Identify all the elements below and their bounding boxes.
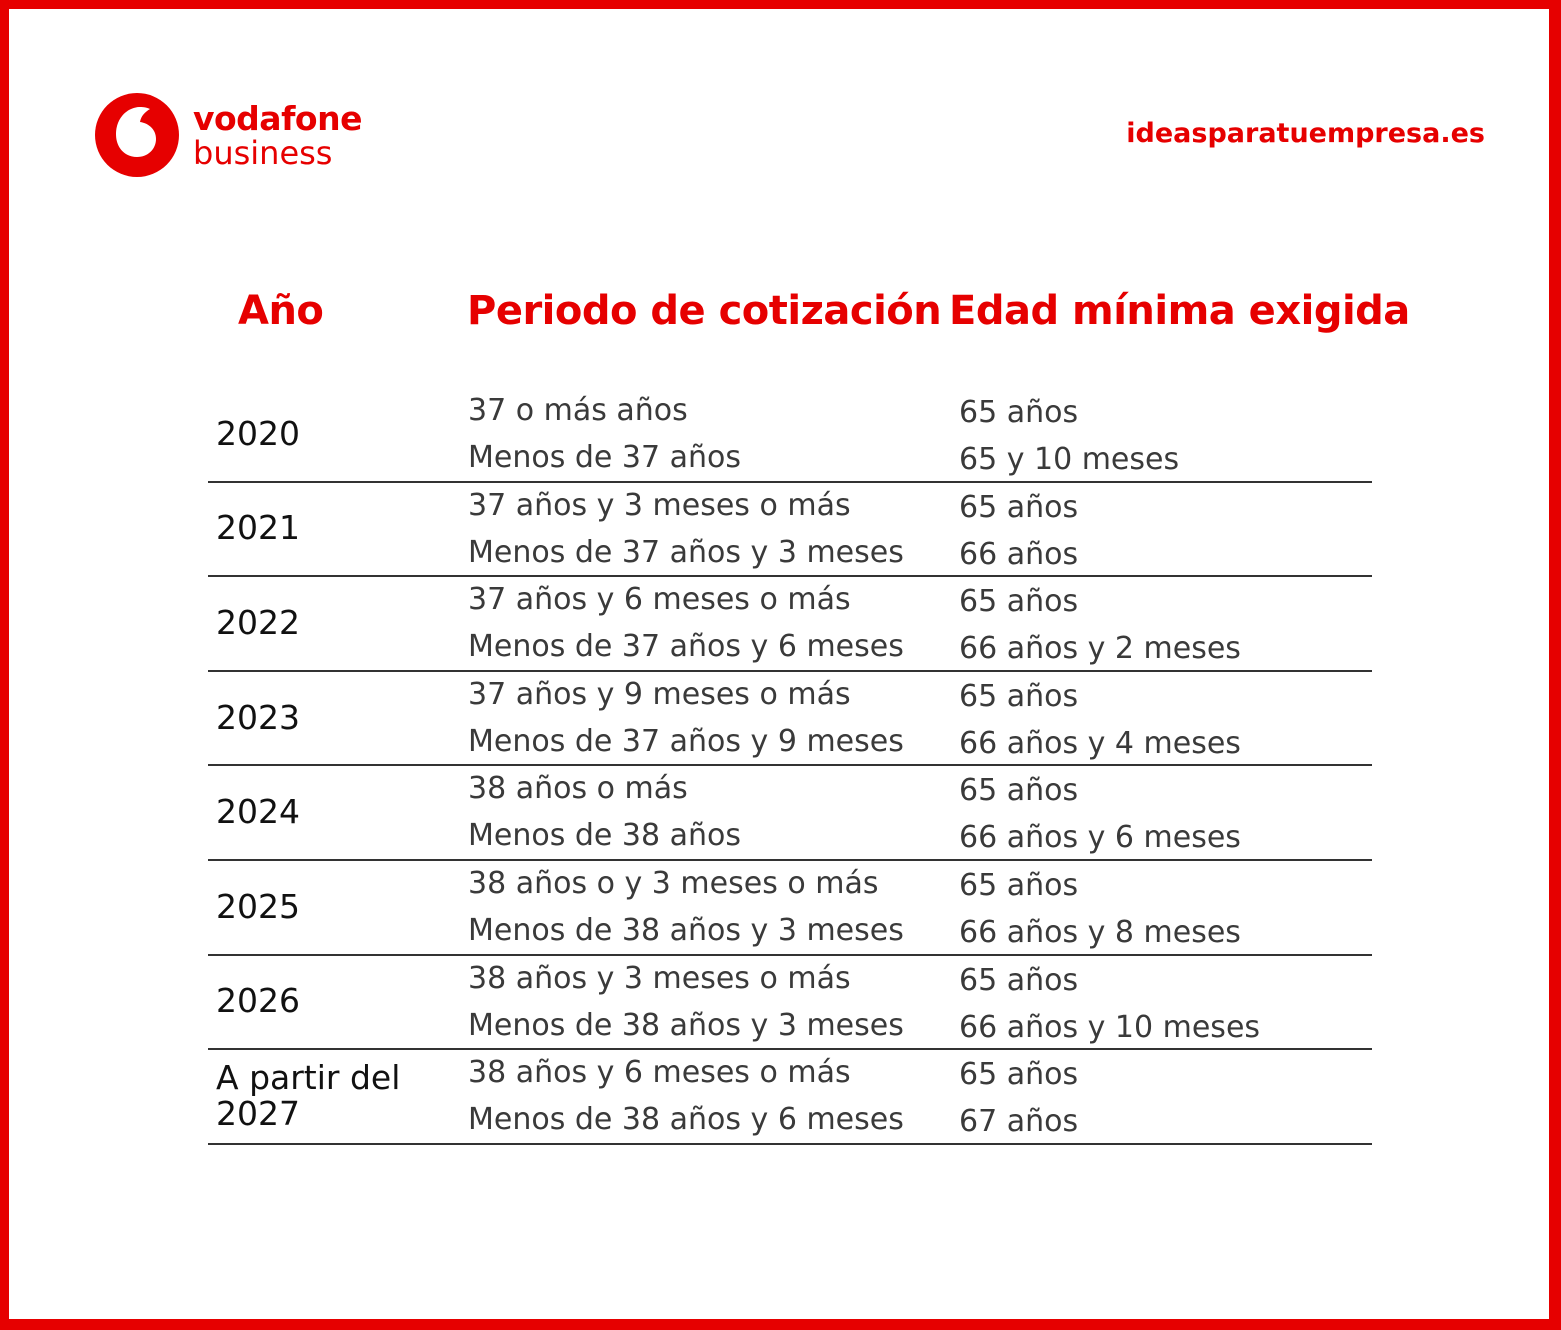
period-cell bbox=[468, 865, 904, 959]
age-cell bbox=[959, 867, 1241, 961]
period-cell bbox=[468, 581, 904, 675]
year-cell: 2023 bbox=[216, 697, 300, 737]
period-line: Menos de 37 años bbox=[468, 440, 742, 475]
age-line: 65 años bbox=[959, 584, 1079, 620]
vodafone-business-logo bbox=[95, 93, 362, 177]
year-cell: 2020 bbox=[216, 413, 300, 453]
website-url: ideasparatuempresa.es bbox=[1126, 118, 1485, 149]
year-cell: 2024 bbox=[216, 792, 300, 832]
header-period: Periodo de cotización bbox=[467, 288, 942, 334]
period-cell bbox=[468, 392, 741, 486]
header-year: Año bbox=[238, 288, 324, 334]
period-line: 37 años y 9 meses o más bbox=[468, 676, 851, 712]
age-line: 65 años bbox=[959, 867, 1079, 903]
period-line: Menos de 38 años y 3 meses bbox=[468, 1007, 904, 1043]
period-line: Menos de 38 años bbox=[468, 818, 742, 854]
age-line: 65 años bbox=[959, 489, 1079, 525]
age-cell bbox=[959, 583, 1241, 677]
age-line: 65 años bbox=[959, 1057, 1079, 1093]
age-cell bbox=[959, 772, 1241, 866]
age-line: 65 años bbox=[959, 962, 1079, 998]
vodafone-speechmark-icon bbox=[95, 93, 179, 177]
age-line: 66 años y 4 meses bbox=[959, 725, 1241, 761]
period-line: 38 años y 3 meses o más bbox=[468, 960, 851, 996]
period-line: Menos de 38 años y 6 meses bbox=[468, 1102, 904, 1138]
table-row bbox=[208, 766, 1372, 861]
brand-subtitle: business bbox=[193, 133, 333, 172]
age-line: 66 años y 2 meses bbox=[959, 631, 1241, 667]
period-line: 37 años y 3 meses o más bbox=[468, 487, 851, 523]
period-line: 37 años y 6 meses o más bbox=[468, 582, 851, 618]
table-row bbox=[208, 1050, 1372, 1145]
period-line: Menos de 37 años y 9 meses bbox=[468, 723, 904, 759]
period-line: 38 años y 6 meses o más bbox=[468, 1055, 851, 1091]
period-line: Menos de 37 años y 6 meses bbox=[468, 629, 904, 665]
age-line: 66 años y 8 meses bbox=[959, 914, 1241, 950]
table-row bbox=[208, 483, 1372, 578]
age-cell bbox=[959, 678, 1241, 772]
period-line: Menos de 38 años y 3 meses bbox=[468, 912, 904, 948]
age-line: 65 años bbox=[959, 773, 1079, 809]
period-cell bbox=[468, 676, 904, 770]
age-line: 65 años bbox=[959, 678, 1079, 714]
logo-wordmark bbox=[193, 98, 362, 172]
period-line: Menos de 37 años y 3 meses bbox=[468, 534, 904, 570]
age-cell bbox=[959, 489, 1078, 583]
brand-name: vodafone bbox=[193, 98, 362, 138]
period-line: 38 años o más bbox=[468, 771, 688, 807]
age-cell bbox=[959, 962, 1260, 1056]
period-line: 37 o más años bbox=[468, 393, 688, 428]
age-line: 66 años y 10 meses bbox=[959, 1009, 1261, 1045]
year-cell: 2022 bbox=[216, 603, 300, 642]
age-line: 67 años bbox=[959, 1104, 1079, 1140]
age-line: 66 años bbox=[959, 536, 1079, 572]
retirement-table bbox=[208, 388, 1372, 1145]
period-cell bbox=[468, 770, 741, 864]
period-cell bbox=[468, 960, 904, 1054]
year-cell: 2025 bbox=[216, 886, 300, 926]
age-line: 66 años y 6 meses bbox=[959, 820, 1241, 856]
header-age: Edad mínima exigida bbox=[949, 288, 1410, 334]
table-row bbox=[208, 956, 1372, 1051]
period-cell bbox=[468, 487, 904, 581]
year-cell: 2021 bbox=[216, 508, 300, 548]
table-row bbox=[208, 577, 1372, 672]
age-line: 65 y 10 meses bbox=[959, 442, 1180, 477]
year-cell: A partir del 2027 bbox=[216, 1057, 401, 1134]
age-cell bbox=[959, 394, 1179, 488]
age-line: 65 años bbox=[959, 395, 1079, 430]
table-row bbox=[208, 388, 1372, 483]
table-row bbox=[208, 861, 1372, 956]
age-cell bbox=[959, 1056, 1078, 1150]
year-cell: 2026 bbox=[216, 981, 300, 1021]
period-line: 38 años o y 3 meses o más bbox=[468, 865, 879, 901]
table-row bbox=[208, 672, 1372, 767]
period-cell bbox=[468, 1054, 904, 1148]
